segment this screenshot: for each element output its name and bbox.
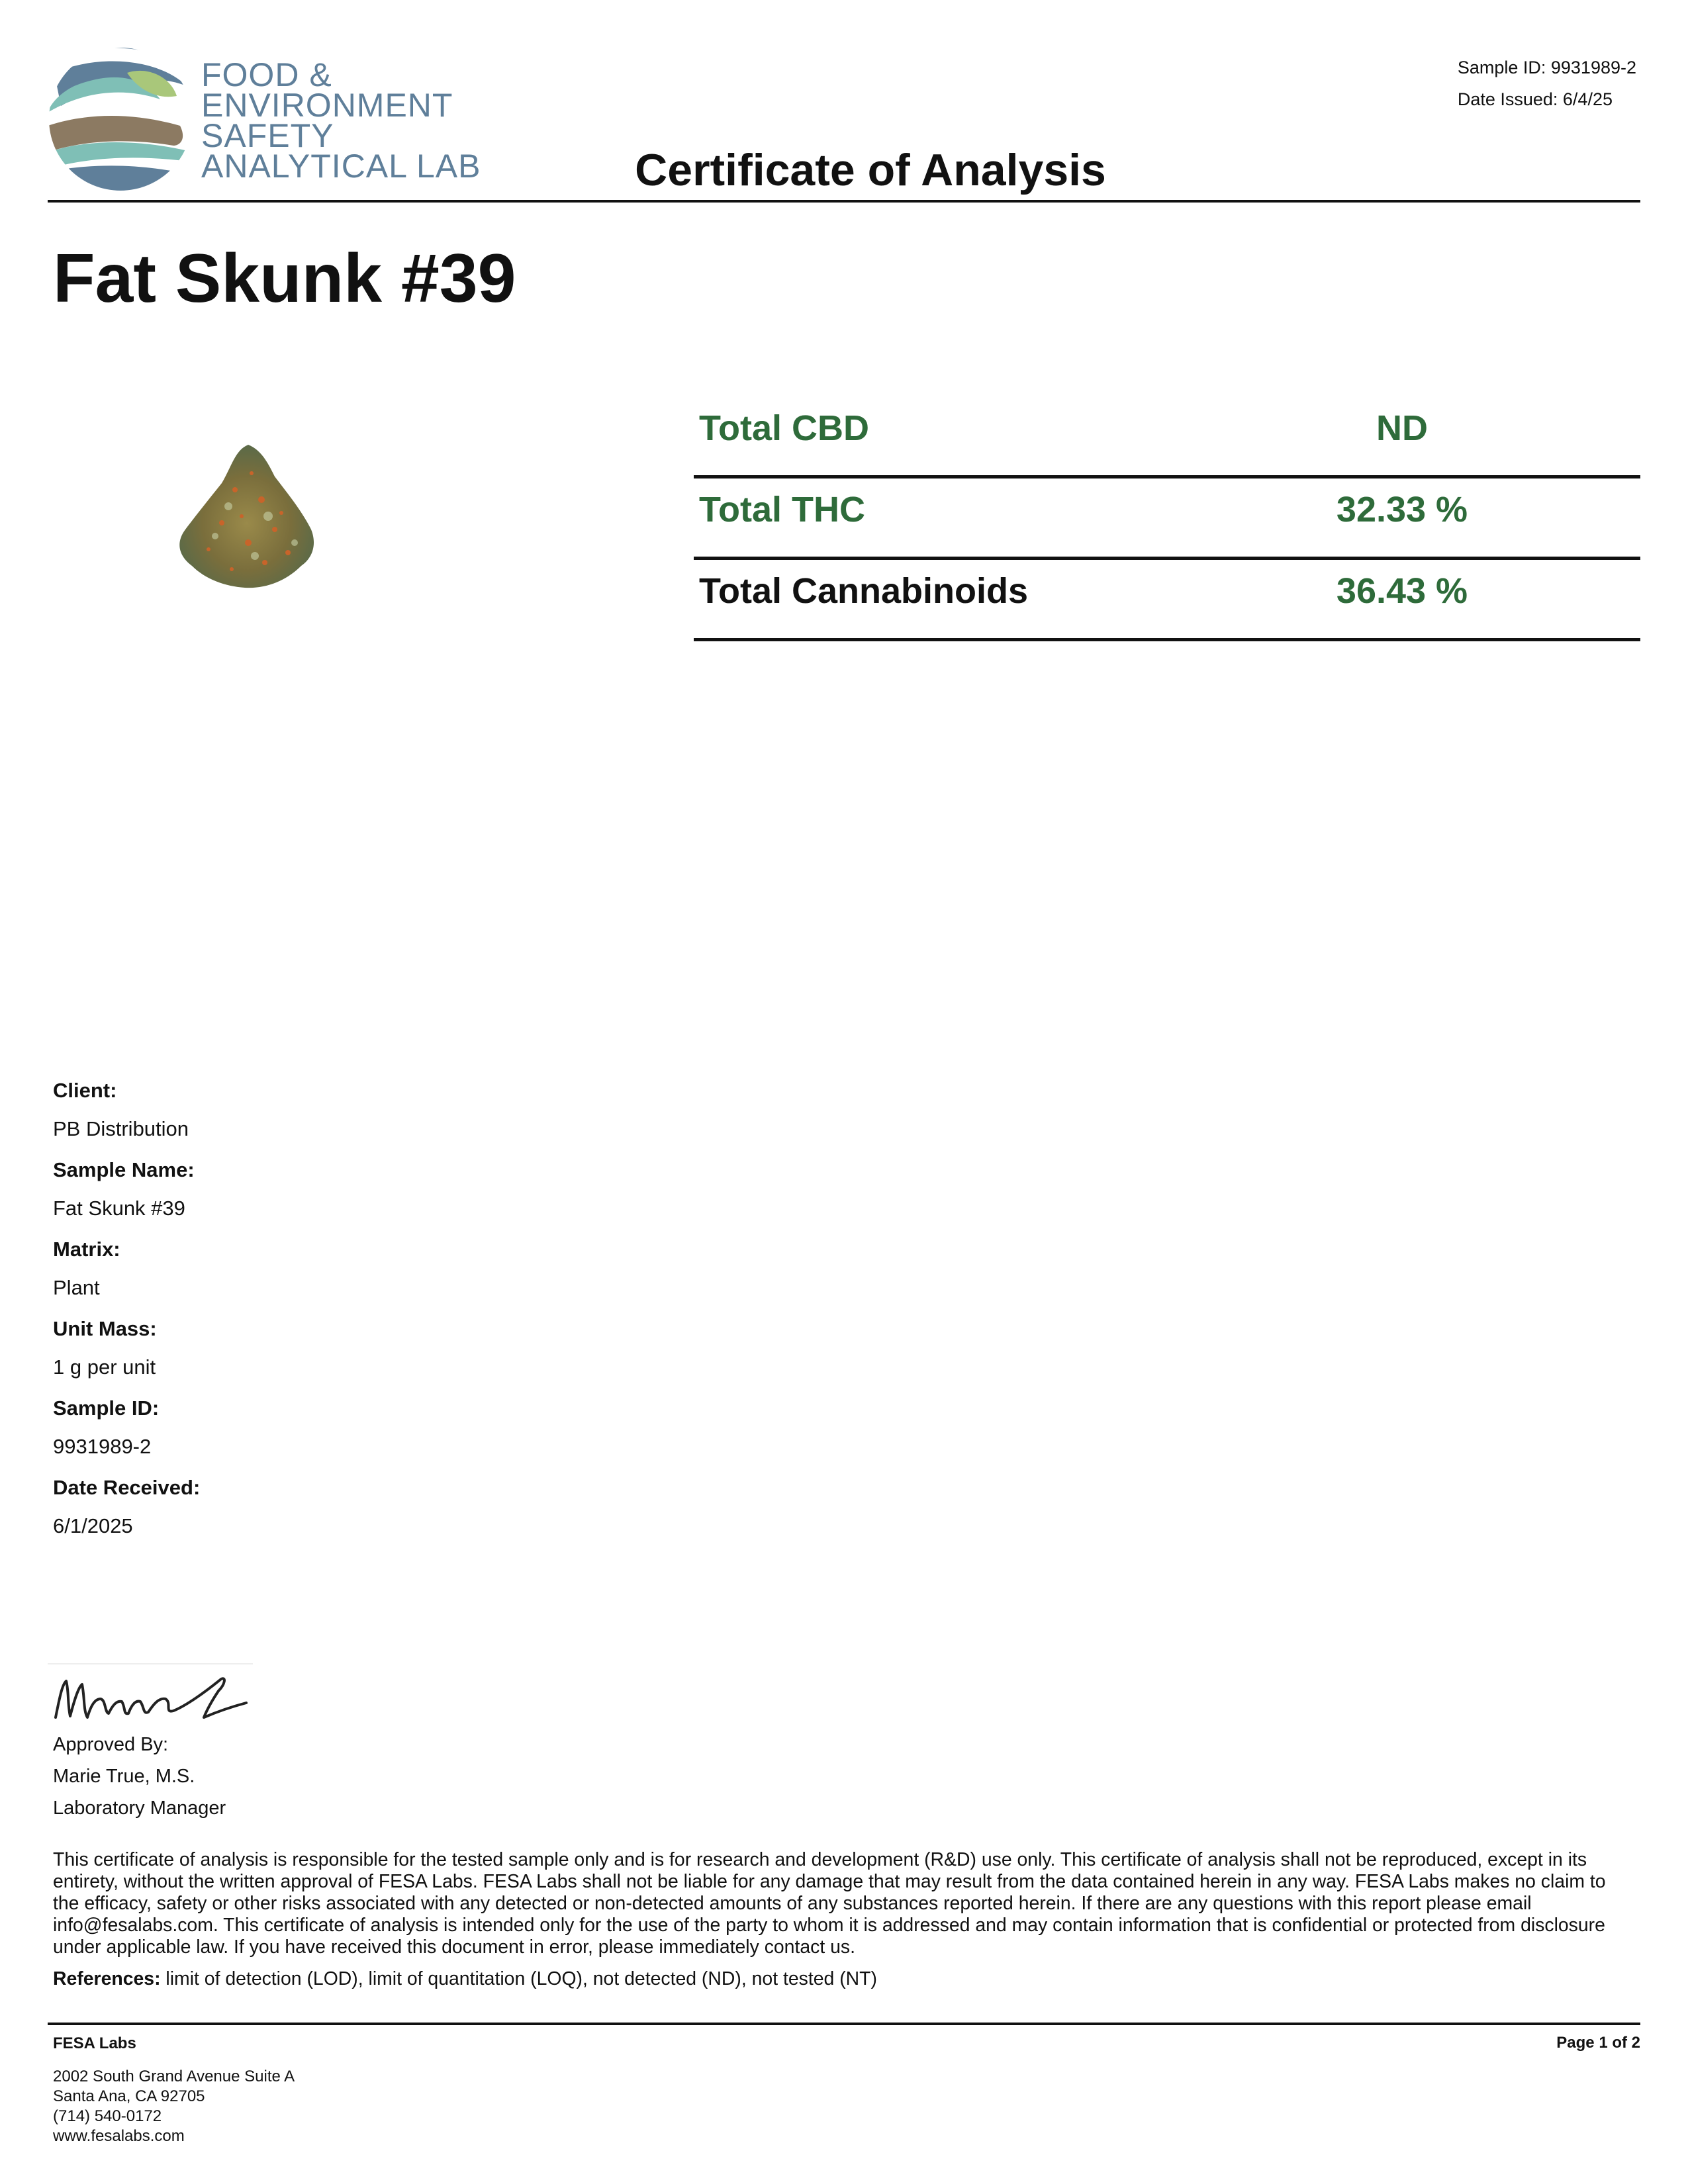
summary-row [694, 560, 1640, 641]
info-label: Sample ID: [53, 1396, 160, 1420]
footer-address-line-2: Santa Ana, CA 92705 [53, 2087, 205, 2105]
info-label: Unit Mass: [53, 1317, 157, 1340]
summary-value: 36.43 % [1336, 571, 1468, 611]
sample-info [53, 1079, 649, 1555]
info-label: Matrix: [53, 1238, 120, 1261]
approver-name: Marie True, M.S. [53, 1766, 195, 1787]
approved-by-label: Approved By: [53, 1734, 169, 1755]
info-value: Fat Skunk #39 [53, 1197, 185, 1220]
disclaimer-text: This certificate of analysis is responsible for the tested sample only and is for research and development (R&D) use only. This certificate of analysis shall not be reproduced, except in its entirety, without the written approval of FESA Labs. FESA Labs shall not be liable for any damage that may result from the data contained herein in any way. FESA Labs makes no claim to the efficacy, safety or other risks associated with any detected or non-detected amounts of any substances reported herein. If there are any questions with this report please email info@fesalabs.com. This certificate of analysis is intended only for the use of the party to whom it is addressed and may contain information that is confidential or protected from disclosure under applicable law. If you have received this document in error, please immediately contact us. [53, 1849, 1606, 1958]
info-value: 6/1/2025 [53, 1514, 133, 1537]
lab-logo-text: FOOD & ENVIRONMENT SAFETY ANALYTICAL LAB [201, 56, 481, 185]
product-image [169, 437, 328, 596]
approval-block [53, 1729, 226, 1824]
references-text: limit of detection (LOD), limit of quantitation (LOQ), not detected (ND), not tested (NT) [160, 1968, 877, 1989]
signature [48, 1664, 259, 1734]
footer-lab-name: FESA Labs [53, 2034, 136, 2052]
info-value: PB Distribution [53, 1117, 189, 1140]
summary-value: ND [1376, 408, 1428, 448]
summary-label: Total THC [699, 490, 865, 529]
info-value: 9931989-2 [53, 1435, 152, 1458]
page-title: Certificate of Analysis [635, 145, 1106, 195]
footer-website[interactable]: www.fesalabs.com [53, 2127, 185, 2145]
references [53, 1968, 1635, 1990]
footer-divider [48, 2023, 1640, 2025]
info-label: Client: [53, 1079, 117, 1102]
page-number: Page 1 of 2 [1556, 2034, 1640, 2052]
info-label: Sample Name: [53, 1158, 195, 1181]
summary-label: Total Cannabinoids [699, 571, 1028, 611]
header-sample-id: Sample ID: 9931989-2 [1457, 58, 1636, 77]
product-name: Fat Skunk #39 [53, 240, 516, 317]
summary-row [694, 478, 1640, 560]
summary-value: 32.33 % [1336, 490, 1468, 529]
info-value: 1 g per unit [53, 1355, 156, 1379]
info-value: Plant [53, 1276, 100, 1299]
footer-phone: (714) 540-0172 [53, 2107, 162, 2125]
info-label: Date Received: [53, 1476, 201, 1499]
approver-role: Laboratory Manager [53, 1797, 226, 1819]
header-date-issued: Date Issued: 6/4/25 [1457, 89, 1613, 109]
header-divider [48, 200, 1640, 203]
references-label: References: [53, 1968, 161, 1989]
summary-label: Total CBD [699, 408, 869, 448]
sample-meta [1458, 52, 1636, 115]
footer-address [53, 2034, 295, 2146]
footer-address-line-1: 2002 South Grand Avenue Suite A [53, 2068, 295, 2085]
summary-row [694, 397, 1640, 478]
cannabinoid-summary [694, 397, 1640, 641]
